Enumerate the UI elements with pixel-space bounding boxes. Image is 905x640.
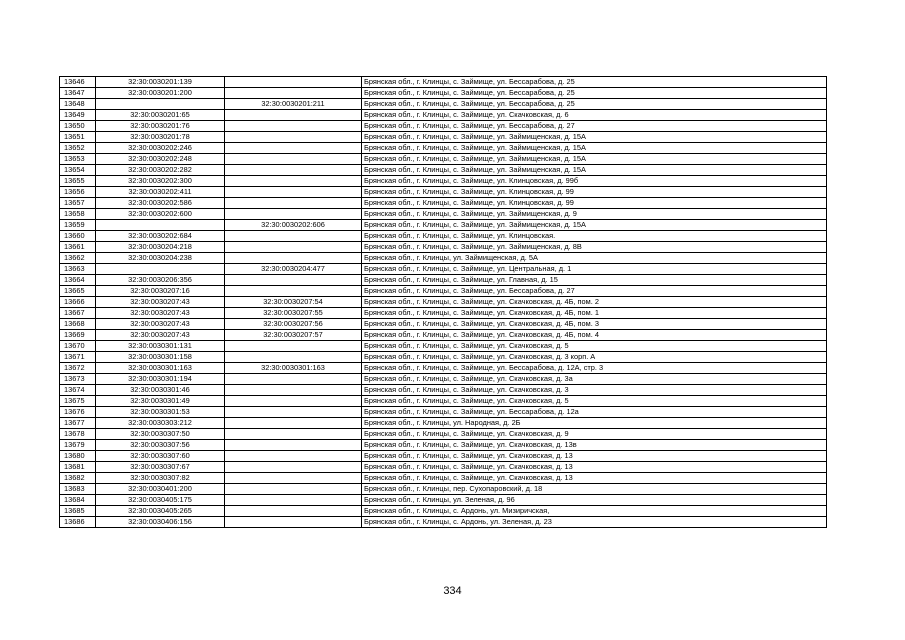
record-number-cell: 13677 bbox=[60, 418, 96, 429]
table-row bbox=[60, 88, 827, 99]
address-cell: Брянская обл., г. Клинцы, с. Займище, ул. Клинцовская, д. 99 bbox=[362, 198, 827, 209]
registry-table bbox=[59, 76, 827, 528]
object-cadastral-number-cell: 32:30:0030207:55 bbox=[225, 308, 362, 319]
object-cadastral-number-cell bbox=[225, 484, 362, 495]
table-row bbox=[60, 451, 827, 462]
address-cell: Брянская обл., г. Клинцы, с. Займище, ул. Главная, д. 15 bbox=[362, 275, 827, 286]
object-cadastral-number-cell bbox=[225, 473, 362, 484]
cadastral-number-cell: 32:30:0030301:131 bbox=[96, 341, 225, 352]
object-cadastral-number-cell: 32:30:0030301:163 bbox=[225, 363, 362, 374]
record-number-cell: 13678 bbox=[60, 429, 96, 440]
cadastral-number-cell: 32:30:0030201:76 bbox=[96, 121, 225, 132]
object-cadastral-number-cell bbox=[225, 396, 362, 407]
record-number-cell: 13666 bbox=[60, 297, 96, 308]
table-row bbox=[60, 308, 827, 319]
cadastral-number-cell: 32:30:0030201:200 bbox=[96, 88, 225, 99]
table-row bbox=[60, 110, 827, 121]
address-cell: Брянская обл., г. Клинцы, с. Займище, ул. Скачковская, д. 9 bbox=[362, 429, 827, 440]
address-cell: Брянская обл., г. Клинцы, с. Займище, ул. Бессарабова, д. 25 bbox=[362, 88, 827, 99]
object-cadastral-number-cell bbox=[225, 121, 362, 132]
address-cell: Брянская обл., г. Клинцы, ул. Зеленая, д. 96 bbox=[362, 495, 827, 506]
table-row bbox=[60, 429, 827, 440]
table-row bbox=[60, 99, 827, 110]
cadastral-number-cell: 32:30:0030201:78 bbox=[96, 132, 225, 143]
cadastral-number-cell: 32:30:0030301:158 bbox=[96, 352, 225, 363]
record-number-cell: 13681 bbox=[60, 462, 96, 473]
record-number-cell: 13665 bbox=[60, 286, 96, 297]
record-number-cell: 13662 bbox=[60, 253, 96, 264]
cadastral-number-cell: 32:30:0030303:212 bbox=[96, 418, 225, 429]
object-cadastral-number-cell: 32:30:0030201:211 bbox=[225, 99, 362, 110]
record-number-cell: 13676 bbox=[60, 407, 96, 418]
address-cell: Брянская обл., г. Клинцы, с. Займище, ул. Бессарабова, д. 25 bbox=[362, 77, 827, 88]
record-number-cell: 13657 bbox=[60, 198, 96, 209]
address-cell: Брянская обл., г. Клинцы, ул. Займищенская, д. 5А bbox=[362, 253, 827, 264]
cadastral-number-cell: 32:30:0030307:82 bbox=[96, 473, 225, 484]
table-row bbox=[60, 363, 827, 374]
object-cadastral-number-cell bbox=[225, 165, 362, 176]
record-number-cell: 13648 bbox=[60, 99, 96, 110]
object-cadastral-number-cell bbox=[225, 242, 362, 253]
object-cadastral-number-cell bbox=[225, 77, 362, 88]
table-row bbox=[60, 121, 827, 132]
address-cell: Брянская обл., г. Клинцы, с. Займище, ул. Клинцовская, д. 99б bbox=[362, 176, 827, 187]
cadastral-number-cell: 32:30:0030307:60 bbox=[96, 451, 225, 462]
record-number-cell: 13683 bbox=[60, 484, 96, 495]
cadastral-number-cell: 32:30:0030202:300 bbox=[96, 176, 225, 187]
table-row bbox=[60, 297, 827, 308]
object-cadastral-number-cell bbox=[225, 385, 362, 396]
address-cell: Брянская обл., г. Клинцы, с. Займище, ул. Скачковская, д. 13 bbox=[362, 462, 827, 473]
address-cell: Брянская обл., г. Клинцы, с. Ардонь, ул. Зеленая, д. 23 bbox=[362, 517, 827, 528]
record-number-cell: 13661 bbox=[60, 242, 96, 253]
object-cadastral-number-cell bbox=[225, 143, 362, 154]
record-number-cell: 13675 bbox=[60, 396, 96, 407]
address-cell: Брянская обл., г. Клинцы, с. Займище, ул. Займищенская, д. 9 bbox=[362, 209, 827, 220]
address-cell: Брянская обл., г. Клинцы, пер. Сухопаровский, д. 18 bbox=[362, 484, 827, 495]
table-row bbox=[60, 407, 827, 418]
address-cell: Брянская обл., г. Клинцы, с. Займище, ул. Клинцовская. bbox=[362, 231, 827, 242]
cadastral-number-cell: 32:30:0030207:43 bbox=[96, 319, 225, 330]
record-number-cell: 13649 bbox=[60, 110, 96, 121]
address-cell: Брянская обл., г. Клинцы, с. Займище, ул. Займищенская, д. 15А bbox=[362, 220, 827, 231]
table-row bbox=[60, 341, 827, 352]
object-cadastral-number-cell bbox=[225, 429, 362, 440]
cadastral-number-cell: 32:30:0030204:238 bbox=[96, 253, 225, 264]
address-cell: Брянская обл., г. Клинцы, с. Займище, ул. Займищенская, д. 15А bbox=[362, 154, 827, 165]
cadastral-number-cell: 32:30:0030202:684 bbox=[96, 231, 225, 242]
object-cadastral-number-cell bbox=[225, 407, 362, 418]
record-number-cell: 13682 bbox=[60, 473, 96, 484]
record-number-cell: 13660 bbox=[60, 231, 96, 242]
object-cadastral-number-cell bbox=[225, 462, 362, 473]
cadastral-number-cell: 32:30:0030202:246 bbox=[96, 143, 225, 154]
record-number-cell: 13679 bbox=[60, 440, 96, 451]
record-number-cell: 13669 bbox=[60, 330, 96, 341]
record-number-cell: 13647 bbox=[60, 88, 96, 99]
address-cell: Брянская обл., г. Клинцы, с. Займище, ул. Скачковская, д. 5 bbox=[362, 396, 827, 407]
record-number-cell: 13646 bbox=[60, 77, 96, 88]
record-number-cell: 13655 bbox=[60, 176, 96, 187]
record-number-cell: 13686 bbox=[60, 517, 96, 528]
record-number-cell: 13658 bbox=[60, 209, 96, 220]
table-row bbox=[60, 462, 827, 473]
cadastral-number-cell: 32:30:0030405:175 bbox=[96, 495, 225, 506]
cadastral-number-cell: 32:30:0030201:139 bbox=[96, 77, 225, 88]
object-cadastral-number-cell bbox=[225, 440, 362, 451]
table-row bbox=[60, 330, 827, 341]
address-cell: Брянская обл., г. Клинцы, с. Займище, ул. Скачковская, д. 4Б, пом. 2 bbox=[362, 297, 827, 308]
cadastral-number-cell: 32:30:0030202:248 bbox=[96, 154, 225, 165]
table-row bbox=[60, 132, 827, 143]
address-cell: Брянская обл., г. Клинцы, с. Займище, ул. Займищенская, д. 8В bbox=[362, 242, 827, 253]
object-cadastral-number-cell bbox=[225, 132, 362, 143]
cadastral-number-cell: 32:30:0030207:16 bbox=[96, 286, 225, 297]
object-cadastral-number-cell bbox=[225, 374, 362, 385]
address-cell: Брянская обл., г. Клинцы, с. Займище, ул. Скачковская, д. 4Б, пом. 3 bbox=[362, 319, 827, 330]
record-number-cell: 13667 bbox=[60, 308, 96, 319]
record-number-cell: 13673 bbox=[60, 374, 96, 385]
table-row bbox=[60, 484, 827, 495]
cadastral-number-cell: 32:30:0030307:56 bbox=[96, 440, 225, 451]
cadastral-number-cell: 32:30:0030301:49 bbox=[96, 396, 225, 407]
address-cell: Брянская обл., г. Клинцы, с. Займище, ул. Скачковская, д. 3 корп. А bbox=[362, 352, 827, 363]
record-number-cell: 13672 bbox=[60, 363, 96, 374]
table-row bbox=[60, 275, 827, 286]
record-number-cell: 13680 bbox=[60, 451, 96, 462]
address-cell: Брянская обл., г. Клинцы, с. Займище, ул. Скачковская, д. 5 bbox=[362, 341, 827, 352]
object-cadastral-number-cell bbox=[225, 451, 362, 462]
record-number-cell: 13656 bbox=[60, 187, 96, 198]
address-cell: Брянская обл., г. Клинцы, с. Займище, ул. Займищенская, д. 15А bbox=[362, 132, 827, 143]
table-row bbox=[60, 418, 827, 429]
record-number-cell: 13663 bbox=[60, 264, 96, 275]
table-row bbox=[60, 253, 827, 264]
object-cadastral-number-cell bbox=[225, 176, 362, 187]
record-number-cell: 13684 bbox=[60, 495, 96, 506]
object-cadastral-number-cell bbox=[225, 275, 362, 286]
address-cell: Брянская обл., г. Клинцы, с. Займище, ул. Бессарабова, д. 12а bbox=[362, 407, 827, 418]
record-number-cell: 13685 bbox=[60, 506, 96, 517]
address-cell: Брянская обл., г. Клинцы, с. Займище, ул. Скачковская, д. 4Б, пом. 1 bbox=[362, 308, 827, 319]
table-row bbox=[60, 77, 827, 88]
page-number: 334 bbox=[443, 585, 462, 597]
address-cell: Брянская обл., г. Клинцы, с. Займище, ул. Бессарабова, д. 27 bbox=[362, 286, 827, 297]
table-row bbox=[60, 385, 827, 396]
cadastral-number-cell: 32:30:0030301:163 bbox=[96, 363, 225, 374]
cadastral-number-cell: 32:30:0030307:67 bbox=[96, 462, 225, 473]
object-cadastral-number-cell: 32:30:0030202:606 bbox=[225, 220, 362, 231]
record-number-cell: 13654 bbox=[60, 165, 96, 176]
object-cadastral-number-cell bbox=[225, 517, 362, 528]
object-cadastral-number-cell bbox=[225, 110, 362, 121]
cadastral-number-cell bbox=[96, 220, 225, 231]
cadastral-number-cell: 32:30:0030201:65 bbox=[96, 110, 225, 121]
cadastral-number-cell: 32:30:0030207:43 bbox=[96, 297, 225, 308]
cadastral-number-cell: 32:30:0030301:46 bbox=[96, 385, 225, 396]
object-cadastral-number-cell bbox=[225, 209, 362, 220]
object-cadastral-number-cell bbox=[225, 506, 362, 517]
address-cell: Брянская обл., г. Клинцы, с. Ардонь, ул. Мизиричская, bbox=[362, 506, 827, 517]
cadastral-number-cell bbox=[96, 264, 225, 275]
address-cell: Брянская обл., г. Клинцы, с. Займище, ул. Займищенская, д. 15А bbox=[362, 143, 827, 154]
object-cadastral-number-cell: 32:30:0030207:54 bbox=[225, 297, 362, 308]
registry-table-body bbox=[60, 77, 827, 528]
table-row bbox=[60, 231, 827, 242]
cadastral-number-cell: 32:30:0030202:600 bbox=[96, 209, 225, 220]
object-cadastral-number-cell bbox=[225, 231, 362, 242]
address-cell: Брянская обл., г. Клинцы, с. Займище, ул. Бессарабова, д. 27 bbox=[362, 121, 827, 132]
cadastral-number-cell: 32:30:0030401:200 bbox=[96, 484, 225, 495]
record-number-cell: 13674 bbox=[60, 385, 96, 396]
table-row bbox=[60, 352, 827, 363]
record-number-cell: 13671 bbox=[60, 352, 96, 363]
address-cell: Брянская обл., г. Клинцы, с. Займище, ул. Бессарабова, д. 12А, стр. 3 bbox=[362, 363, 827, 374]
cadastral-number-cell: 32:30:0030301:194 bbox=[96, 374, 225, 385]
table-row bbox=[60, 495, 827, 506]
object-cadastral-number-cell bbox=[225, 253, 362, 264]
address-cell: Брянская обл., г. Клинцы, с. Займище, ул. Скачковская, д. 13 bbox=[362, 451, 827, 462]
object-cadastral-number-cell bbox=[225, 352, 362, 363]
cadastral-number-cell: 32:30:0030207:43 bbox=[96, 308, 225, 319]
cadastral-number-cell: 32:30:0030307:50 bbox=[96, 429, 225, 440]
table-row bbox=[60, 264, 827, 275]
address-cell: Брянская обл., г. Клинцы, с. Займище, ул. Скачковская, д. 13 bbox=[362, 473, 827, 484]
address-cell: Брянская обл., г. Клинцы, с. Займище, ул. Скачковская, д. 4Б, пом. 4 bbox=[362, 330, 827, 341]
record-number-cell: 13651 bbox=[60, 132, 96, 143]
object-cadastral-number-cell bbox=[225, 154, 362, 165]
table-row bbox=[60, 396, 827, 407]
object-cadastral-number-cell bbox=[225, 88, 362, 99]
object-cadastral-number-cell: 32:30:0030204:477 bbox=[225, 264, 362, 275]
table-row bbox=[60, 209, 827, 220]
table-row bbox=[60, 220, 827, 231]
object-cadastral-number-cell: 32:30:0030207:57 bbox=[225, 330, 362, 341]
cadastral-number-cell: 32:30:0030405:265 bbox=[96, 506, 225, 517]
record-number-cell: 13652 bbox=[60, 143, 96, 154]
table-row bbox=[60, 517, 827, 528]
address-cell: Брянская обл., г. Клинцы, ул. Народная, д. 2Б bbox=[362, 418, 827, 429]
cadastral-number-cell: 32:30:0030202:411 bbox=[96, 187, 225, 198]
table-row bbox=[60, 242, 827, 253]
object-cadastral-number-cell bbox=[225, 495, 362, 506]
record-number-cell: 13650 bbox=[60, 121, 96, 132]
table-row bbox=[60, 440, 827, 451]
cadastral-number-cell: 32:30:0030301:53 bbox=[96, 407, 225, 418]
object-cadastral-number-cell bbox=[225, 418, 362, 429]
cadastral-number-cell: 32:30:0030207:43 bbox=[96, 330, 225, 341]
object-cadastral-number-cell bbox=[225, 187, 362, 198]
address-cell: Брянская обл., г. Клинцы, с. Займище, ул. Скачковская, д. 3а bbox=[362, 374, 827, 385]
address-cell: Брянская обл., г. Клинцы, с. Займище, ул. Клинцовская, д. 99 bbox=[362, 187, 827, 198]
record-number-cell: 13664 bbox=[60, 275, 96, 286]
table-row bbox=[60, 187, 827, 198]
address-cell: Брянская обл., г. Клинцы, с. Займище, ул. Скачковская, д. 13в bbox=[362, 440, 827, 451]
table-row bbox=[60, 154, 827, 165]
cadastral-number-cell: 32:30:0030202:586 bbox=[96, 198, 225, 209]
table-row bbox=[60, 506, 827, 517]
object-cadastral-number-cell bbox=[225, 198, 362, 209]
table-row bbox=[60, 198, 827, 209]
table-row bbox=[60, 319, 827, 330]
table-row bbox=[60, 374, 827, 385]
object-cadastral-number-cell bbox=[225, 286, 362, 297]
address-cell: Брянская обл., г. Клинцы, с. Займище, ул. Скачковская, д. 6 bbox=[362, 110, 827, 121]
object-cadastral-number-cell: 32:30:0030207:56 bbox=[225, 319, 362, 330]
object-cadastral-number-cell bbox=[225, 341, 362, 352]
table-row bbox=[60, 176, 827, 187]
table-row bbox=[60, 165, 827, 176]
record-number-cell: 13659 bbox=[60, 220, 96, 231]
record-number-cell: 13670 bbox=[60, 341, 96, 352]
cadastral-number-cell bbox=[96, 99, 225, 110]
record-number-cell: 13653 bbox=[60, 154, 96, 165]
address-cell: Брянская обл., г. Клинцы, с. Займище, ул. Займищенская, д. 15А bbox=[362, 165, 827, 176]
cadastral-number-cell: 32:30:0030204:218 bbox=[96, 242, 225, 253]
table-row bbox=[60, 473, 827, 484]
address-cell: Брянская обл., г. Клинцы, с. Займище, ул. Скачковская, д. 3 bbox=[362, 385, 827, 396]
address-cell: Брянская обл., г. Клинцы, с. Займище, ул. Центральная, д. 1 bbox=[362, 264, 827, 275]
address-cell: Брянская обл., г. Клинцы, с. Займище, ул. Бессарабова, д. 25 bbox=[362, 99, 827, 110]
record-number-cell: 13668 bbox=[60, 319, 96, 330]
cadastral-number-cell: 32:30:0030206:356 bbox=[96, 275, 225, 286]
cadastral-number-cell: 32:30:0030406:156 bbox=[96, 517, 225, 528]
table-row bbox=[60, 143, 827, 154]
cadastral-number-cell: 32:30:0030202:282 bbox=[96, 165, 225, 176]
table-row bbox=[60, 286, 827, 297]
